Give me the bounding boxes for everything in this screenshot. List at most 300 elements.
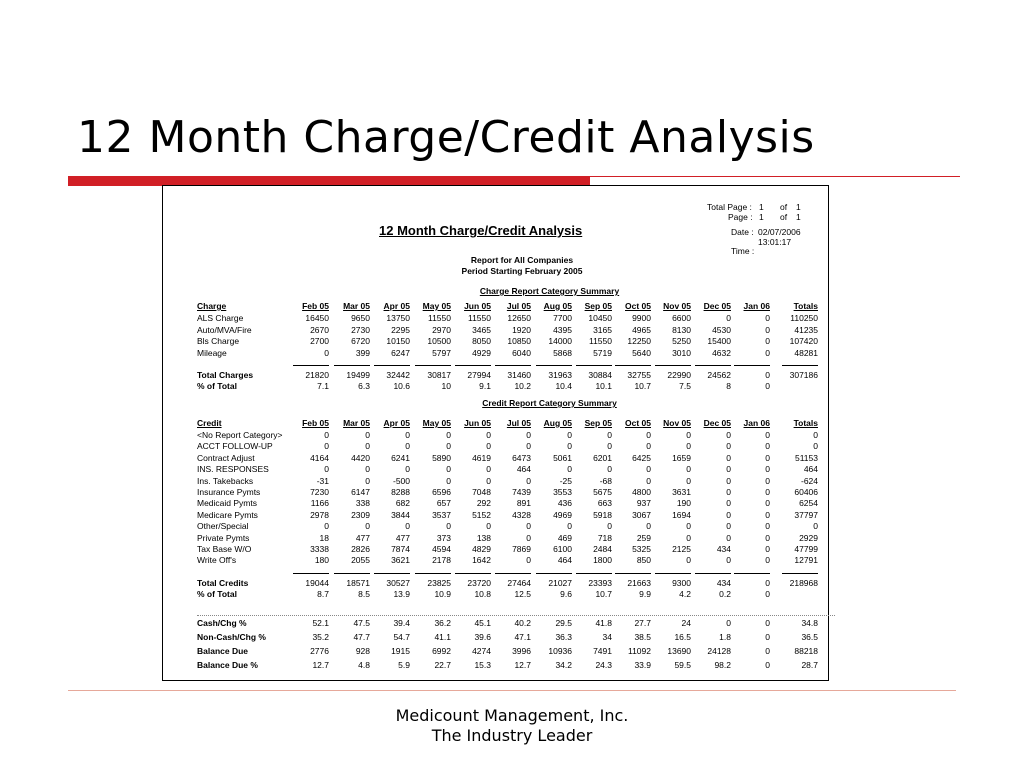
page-value: 1: [759, 212, 764, 222]
charge-total-row-cell: 22990: [667, 370, 691, 380]
credit-row-cell: 0: [813, 521, 818, 532]
credit-pct-row-cell: 9.9: [639, 589, 651, 599]
credit-row-cell: 0: [446, 464, 451, 475]
summary-row-cell: 39.6: [474, 632, 491, 642]
summary-row-cell: 36.2: [434, 618, 451, 628]
credit-header-row-cell: Jul 05: [506, 418, 531, 428]
credit-row-cell: 464: [557, 555, 572, 566]
charge-row-cell: 6720: [351, 336, 370, 346]
charge-row-cell: 10500: [427, 336, 451, 346]
credit-row-cell: 0: [726, 532, 731, 543]
credit-row-cell: 937: [636, 498, 651, 509]
charge-row-cell: 6247: [391, 347, 410, 358]
credit-header-row-cell: Apr 05: [383, 418, 410, 428]
charge-total-row-cell: 0: [765, 370, 770, 380]
credit-row-cell: 7230: [310, 487, 329, 497]
charge-row-cell: 7700: [553, 313, 572, 323]
charge-row-cell: 0: [726, 313, 731, 323]
summary-row-cell: 1.8: [719, 632, 731, 642]
credit-row-cell: 477: [395, 532, 410, 543]
credit-row-cell: 0: [813, 430, 818, 440]
credit-total-row-cell: 19044: [305, 578, 329, 588]
credit-row-cell: 0: [567, 464, 572, 475]
credit-row-cell: 682: [395, 498, 410, 509]
total-rule: [536, 365, 572, 366]
credit-row-cell: 0: [726, 464, 731, 475]
charge-header-row-cell: Oct 05: [625, 301, 651, 311]
credit-row: [163, 487, 830, 498]
credit-row-cell: 0: [446, 441, 451, 452]
credit-row-cell: 0: [324, 521, 329, 532]
credit-row-cell: 0: [405, 464, 410, 475]
summary-row-cell: 27.7: [634, 618, 651, 628]
footer-tagline: The Industry Leader: [431, 726, 593, 745]
credit-row-cell: 51153: [794, 452, 818, 463]
total-rule: [615, 365, 651, 366]
credit-row-cell: 60406: [794, 487, 818, 497]
credit-row-cell: -68: [599, 475, 612, 486]
credit-row-cell: 436: [557, 498, 572, 509]
total-page-value: 1: [759, 202, 764, 212]
charge-pct-row-cell: 10.1: [595, 381, 612, 391]
credit-total-row-cell: 18571: [346, 578, 370, 588]
credit-row-cell: 3537: [432, 509, 451, 520]
credit-row-cell: 0: [365, 441, 370, 452]
credit-row-cell: 0: [686, 555, 691, 566]
summary-row-cell: 5.9: [398, 660, 410, 670]
summary-row-cell: 3996: [512, 646, 531, 656]
total-rule: [374, 573, 410, 574]
total-rule: [455, 573, 491, 574]
charge-row-cell: 2730: [351, 324, 370, 335]
summary-row-cell: 33.9: [634, 660, 651, 670]
credit-section-title: Credit Report Category Summary: [482, 398, 617, 408]
credit-row-cell: 0: [446, 475, 451, 486]
charge-pct-row-cell: 7.5: [679, 381, 691, 391]
summary-row-cell: 6992: [432, 646, 451, 656]
charge-pct-row-cell: 10.6: [393, 381, 410, 391]
charge-row-cell: 3010: [672, 347, 691, 358]
charge-total-row-label: Total Charges: [197, 370, 254, 380]
summary-row-cell: 15.3: [474, 660, 491, 670]
charge-total-row-cell: 27994: [467, 370, 491, 380]
summary-row-cell: 928: [355, 646, 370, 656]
date-value: 02/07/2006: [758, 227, 801, 237]
credit-row-cell: 6596: [432, 487, 451, 497]
credit-row-cell: 0: [607, 521, 612, 532]
credit-row-cell: 6425: [632, 452, 651, 463]
credit-row-cell: 5325: [632, 544, 651, 554]
credit-row-cell: 4594: [432, 544, 451, 554]
charge-row-cell: 11550: [588, 336, 612, 346]
credit-row-cell: 2125: [672, 544, 691, 554]
summary-row-cell: 4.8: [358, 660, 370, 670]
credit-row: [163, 533, 830, 544]
credit-total-row-cell: 27464: [507, 578, 531, 588]
credit-row-cell: 0: [365, 430, 370, 440]
summary-row-cell: 12.7: [312, 660, 329, 670]
credit-row-cell: 0: [686, 521, 691, 532]
credit-row: [163, 544, 830, 555]
summary-row: [163, 632, 830, 643]
charge-pct-row-cell: 9.1: [479, 381, 491, 391]
credit-row-cell: 0: [686, 532, 691, 543]
total-rule: [293, 365, 329, 366]
charge-row-cell: 0: [324, 347, 329, 358]
credit-row-cell: 2929: [799, 532, 818, 543]
summary-row-cell: 24128: [707, 646, 731, 656]
total-rule: [415, 365, 451, 366]
charge-total-row-cell: 307186: [789, 370, 818, 380]
credit-row-cell: 0: [567, 521, 572, 532]
charge-header-row-cell: Totals: [793, 301, 818, 311]
charge-pct-row-cell: 7.1: [317, 381, 329, 391]
credit-row-cell: 0: [726, 475, 731, 486]
charge-row-cell: 2670: [310, 324, 329, 335]
credit-row-cell: 3631: [672, 487, 691, 497]
credit-row-cell: 5890: [432, 452, 451, 463]
summary-row-label: Balance Due %: [197, 660, 258, 670]
charge-row-cell: 10450: [588, 313, 612, 323]
credit-row-cell: 891: [516, 498, 531, 509]
charge-row-cell: 14000: [548, 336, 572, 346]
footer-company: Medicount Management, Inc.: [395, 706, 629, 725]
credit-header-row-cell: Sep 05: [584, 418, 612, 428]
credit-row-label: <No Report Category>: [197, 430, 283, 440]
summary-row-cell: 4274: [472, 646, 491, 656]
summary-row-cell: 11092: [627, 646, 651, 656]
credit-row-cell: 7048: [472, 487, 491, 497]
credit-row-cell: 4164: [310, 452, 329, 463]
summary-row: [163, 618, 830, 629]
credit-header-row-cell: Oct 05: [625, 418, 651, 428]
credit-row-label: ACCT FOLLOW-UP: [197, 441, 273, 452]
credit-header-row-cell: Nov 05: [663, 418, 691, 428]
summary-row-cell: 40.2: [514, 618, 531, 628]
credit-row-cell: 0: [765, 452, 770, 463]
credit-row-cell: 4619: [472, 452, 491, 463]
charge-pct-row-cell: 0: [765, 381, 770, 391]
credit-pct-row-cell: 9.6: [560, 589, 572, 599]
credit-pct-row-cell: 12.5: [514, 589, 531, 599]
charge-row-cell: 8130: [672, 324, 691, 335]
charge-header-row-cell: Jul 05: [506, 301, 531, 311]
total-rule: [782, 365, 818, 366]
credit-row-cell: 7874: [391, 544, 410, 554]
footer: [362, 706, 662, 746]
summary-row-cell: 22.7: [434, 660, 451, 670]
summary-row-cell: 98.2: [714, 660, 731, 670]
credit-row-cell: 0: [765, 430, 770, 440]
total-rule: [615, 573, 651, 574]
credit-row-cell: 1659: [672, 452, 691, 463]
charge-row-cell: 9900: [632, 313, 651, 323]
credit-row-cell: 0: [726, 521, 731, 532]
charge-pct-row-cell: 10.7: [634, 381, 651, 391]
credit-row-cell: 0: [765, 555, 770, 566]
summary-row-cell: 29.5: [555, 618, 572, 628]
credit-row-cell: 292: [476, 498, 491, 509]
credit-total-row-cell: 0: [765, 578, 770, 588]
credit-row-cell: 0: [765, 441, 770, 452]
credit-row-cell: 0: [446, 430, 451, 440]
charge-total-row: [163, 370, 830, 381]
total-rule: [334, 573, 370, 574]
credit-row-label: Contract Adjust: [197, 452, 255, 463]
credit-row-cell: 6473: [512, 452, 531, 463]
credit-row-label: Write Off's: [197, 555, 237, 566]
summary-row-cell: 45.1: [474, 618, 491, 628]
credit-row-cell: -25: [559, 475, 572, 486]
summary-row-cell: 10936: [548, 646, 572, 656]
charge-row-cell: 10150: [386, 336, 410, 346]
total-rule: [495, 365, 531, 366]
credit-row-cell: 0: [526, 475, 531, 486]
charge-row-cell: 10850: [507, 336, 531, 346]
charge-row-label: Bls Charge: [197, 336, 240, 346]
summary-row-label: Non-Cash/Chg %: [197, 632, 266, 642]
summary-row-cell: 59.5: [674, 660, 691, 670]
charge-header-row-cell: Feb 05: [302, 301, 329, 311]
credit-row-cell: 0: [526, 555, 531, 566]
page-of: of: [780, 212, 788, 222]
credit-row: [163, 498, 830, 509]
total-rule: [576, 365, 612, 366]
credit-row-label: Medicaid Pymts: [197, 498, 257, 509]
credit-header-row-cell: Jan 06: [743, 418, 770, 428]
credit-row-cell: 4328: [512, 509, 531, 520]
credit-row-cell: 850: [636, 555, 651, 566]
report-subtitle-period: Period Starting February 2005: [461, 266, 583, 276]
credit-row-cell: 0: [526, 521, 531, 532]
credit-row-cell: 2178: [432, 555, 451, 566]
credit-row-cell: 0: [646, 521, 651, 532]
charge-total-row-cell: 21820: [305, 370, 329, 380]
credit-row-cell: 3844: [391, 509, 410, 520]
credit-row-label: Medicare Pymts: [197, 509, 258, 520]
charge-row-cell: 0: [765, 324, 770, 335]
total-rule: [782, 573, 818, 574]
credit-pct-row-cell: 13.9: [393, 589, 410, 599]
charge-row: [163, 348, 830, 359]
credit-row-cell: 0: [405, 430, 410, 440]
credit-row-cell: 6254: [799, 498, 818, 509]
credit-row-cell: 18: [319, 532, 329, 543]
credit-row-cell: 0: [765, 487, 770, 497]
credit-row-cell: 0: [646, 464, 651, 475]
charge-header-row-cell: Aug 05: [543, 301, 572, 311]
summary-row-cell: 2776: [310, 646, 329, 656]
charge-row-cell: 15400: [707, 336, 731, 346]
credit-row-cell: 7439: [512, 487, 531, 497]
credit-row-cell: 0: [486, 464, 491, 475]
charge-header-row-cell: Jan 06: [743, 301, 770, 311]
credit-row-cell: 37797: [794, 509, 818, 520]
total-rule: [415, 573, 451, 574]
credit-row-cell: 0: [324, 430, 329, 440]
credit-row-cell: 0: [646, 441, 651, 452]
charge-header-row-cell: Dec 05: [703, 301, 731, 311]
credit-row-cell: -500: [392, 475, 410, 486]
credit-pct-row-cell: 10.8: [474, 589, 491, 599]
credit-header-row-cell: Jun 05: [464, 418, 491, 428]
total-page-label: Total Page :: [707, 202, 752, 212]
credit-row-cell: 2978: [310, 509, 329, 520]
credit-row-cell: 0: [686, 430, 691, 440]
credit-row-cell: 0: [726, 430, 731, 440]
total-rule: [695, 365, 731, 366]
credit-pct-row-cell: 4.2: [679, 589, 691, 599]
charge-row-cell: 0: [765, 313, 770, 323]
summary-row-cell: 47.1: [514, 632, 531, 642]
credit-row-label: Ins. Takebacks: [197, 475, 254, 486]
charge-header-row-cell: Nov 05: [663, 301, 691, 311]
total-page-of: of: [780, 202, 788, 212]
credit-row-cell: 3553: [553, 487, 572, 497]
credit-row-cell: 0: [765, 498, 770, 509]
charge-row-cell: 6600: [672, 313, 691, 323]
credit-row-cell: 5918: [593, 509, 612, 520]
credit-row-cell: 190: [676, 498, 691, 509]
summary-row-cell: 47.5: [353, 618, 370, 628]
charge-row-cell: 5868: [553, 347, 572, 358]
page-label: Page :: [728, 212, 753, 222]
charge-header-row-cell: Mar 05: [343, 301, 370, 311]
summary-row-cell: 7491: [593, 646, 612, 656]
summary-row: [163, 646, 830, 657]
credit-row-cell: 1694: [672, 509, 691, 520]
credit-row-cell: 4969: [553, 509, 572, 520]
credit-row-cell: 5152: [472, 509, 491, 520]
credit-row-cell: 0: [765, 544, 770, 554]
credit-row-cell: 5675: [593, 487, 612, 497]
summary-row-cell: 1915: [391, 646, 410, 656]
credit-row: [163, 464, 830, 475]
credit-pct-row-cell: 0: [765, 589, 770, 599]
charge-row-cell: 12250: [627, 336, 651, 346]
total-rule: [495, 573, 531, 574]
report-image: [162, 185, 829, 681]
credit-row-cell: 2484: [593, 544, 612, 554]
credit-row: [163, 510, 830, 521]
charge-row-cell: 48281: [794, 347, 818, 358]
credit-row-cell: 657: [436, 498, 451, 509]
credit-total-row-cell: 434: [716, 578, 731, 588]
charge-row-cell: 11550: [467, 313, 491, 323]
credit-row-cell: 0: [726, 452, 731, 463]
credit-row-cell: 0: [365, 464, 370, 475]
charge-row-cell: 2295: [391, 324, 410, 335]
credit-pct-row-cell: 8.7: [317, 589, 329, 599]
summary-row-cell: 88218: [794, 646, 818, 656]
total-page-total: 1: [796, 202, 801, 212]
total-rule: [334, 365, 370, 366]
credit-row-cell: 338: [355, 498, 370, 509]
credit-row-cell: 1166: [310, 498, 329, 509]
credit-header-row: [163, 418, 830, 429]
credit-row-cell: 0: [726, 509, 731, 520]
total-rule: [374, 365, 410, 366]
credit-row-cell: 0: [324, 441, 329, 452]
credit-row-cell: 138: [476, 532, 491, 543]
credit-row-cell: 0: [686, 441, 691, 452]
credit-row-cell: 0: [813, 441, 818, 452]
charge-pct-row-cell: 6.3: [358, 381, 370, 391]
credit-row-cell: 0: [486, 430, 491, 440]
summary-row-label: Balance Due: [197, 646, 249, 656]
charge-row-cell: 5640: [632, 347, 651, 358]
total-rule: [655, 365, 691, 366]
credit-row-cell: 0: [567, 441, 572, 452]
charge-total-row-cell: 31963: [548, 370, 572, 380]
credit-row-cell: 0: [607, 430, 612, 440]
summary-row-cell: 0: [765, 660, 770, 670]
credit-row-cell: 0: [726, 498, 731, 509]
total-rule: [293, 573, 329, 574]
credit-pct-row-label: % of Total: [197, 589, 237, 599]
credit-row-cell: 0: [726, 441, 731, 452]
credit-row-cell: 0: [486, 521, 491, 532]
charge-row-cell: 5797: [432, 347, 451, 358]
credit-header-row-cell: Totals: [793, 418, 818, 428]
charge-row-cell: 9650: [351, 313, 370, 323]
summary-row-cell: 0: [765, 646, 770, 656]
slide-title: 12 Month Charge/Credit Analysis: [77, 112, 815, 163]
credit-row-label: INS. RESPONSES: [197, 464, 269, 475]
credit-total-row-cell: 23393: [588, 578, 612, 588]
credit-row-cell: 2826: [351, 544, 370, 554]
charge-row-cell: 13750: [386, 313, 410, 323]
charge-pct-row-cell: 10: [441, 381, 451, 391]
total-rule: [734, 573, 770, 574]
credit-row-label: Tax Base W/O: [197, 544, 252, 554]
summary-row-cell: 0: [765, 632, 770, 642]
summary-row-cell: 13690: [667, 646, 691, 656]
credit-row-cell: 2309: [351, 509, 370, 520]
charge-row-cell: 2700: [310, 336, 329, 346]
credit-row-cell: 718: [597, 532, 612, 543]
credit-row-cell: 0: [726, 555, 731, 566]
credit-row-cell: 0: [607, 441, 612, 452]
summary-row-cell: 34: [602, 632, 612, 642]
credit-row-cell: 0: [726, 487, 731, 497]
credit-row-cell: 0: [324, 464, 329, 475]
credit-row-cell: 434: [716, 544, 731, 554]
credit-header-row-cell: Mar 05: [343, 418, 370, 428]
charge-total-row-cell: 30817: [427, 370, 451, 380]
summary-row-cell: 24: [681, 618, 691, 628]
credit-row-cell: 2055: [351, 555, 370, 566]
credit-row-cell: 663: [597, 498, 612, 509]
page-total: 1: [796, 212, 801, 222]
report-subtitle-companies: Report for All Companies: [470, 255, 574, 265]
summary-row-cell: 24.3: [595, 660, 612, 670]
credit-row-cell: 0: [646, 475, 651, 486]
date-label: Date :: [731, 227, 754, 237]
credit-total-row-cell: 218968: [789, 578, 818, 588]
total-rule: [655, 573, 691, 574]
credit-row-cell: 3338: [310, 544, 329, 554]
charge-row-cell: 107420: [789, 336, 818, 346]
credit-row-cell: 12791: [794, 555, 818, 566]
credit-row-cell: 0: [686, 475, 691, 486]
credit-row-cell: 469: [557, 532, 572, 543]
charge-row-cell: 6040: [512, 347, 531, 358]
credit-row-cell: 0: [526, 532, 531, 543]
charge-row-label: Mileage: [197, 347, 227, 358]
total-rule: [576, 573, 612, 574]
credit-row-cell: 7869: [512, 544, 531, 554]
